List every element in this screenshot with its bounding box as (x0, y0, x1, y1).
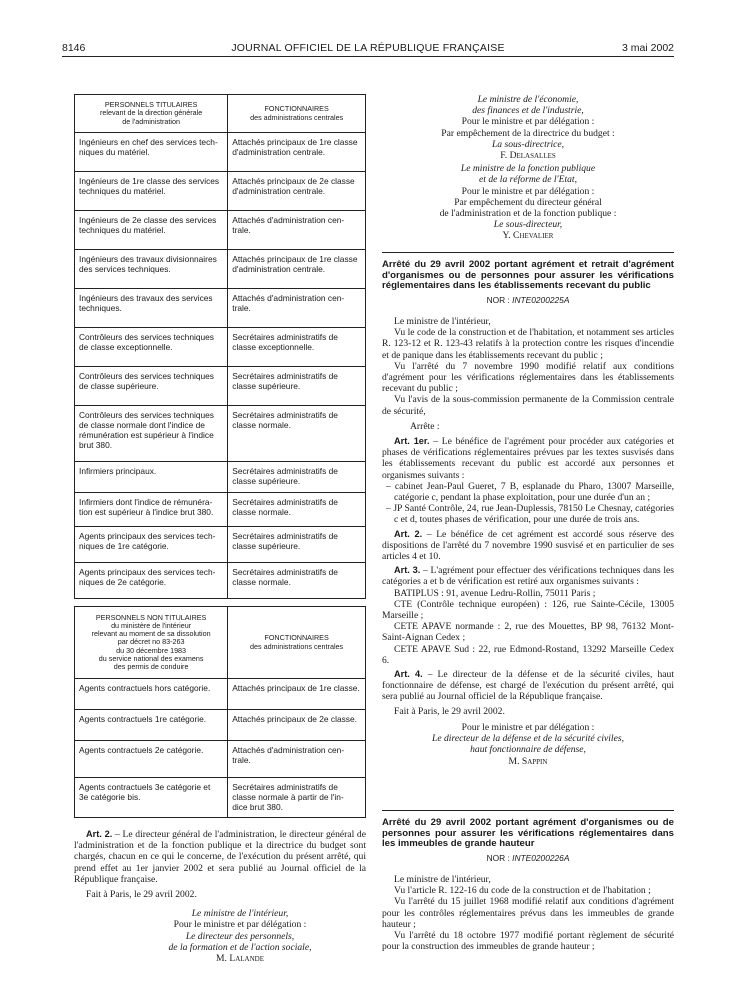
arrete-1-art-4: Art. 4. – Le directeur de la défense et de la sécurité civiles, haut fonctionnaire de défense, est chargé de l'exécution du présent arrêté, qui sera publié au Journal officiel de la République française. (382, 669, 674, 703)
table-cell: Agents contractuels hors catégorie. (75, 679, 228, 710)
table-cell: Secrétaires administratifs de classe normale à partir de l'in- dice brut 380. (228, 778, 366, 818)
table-cell: Attachés principaux de 1re classe. (228, 679, 366, 710)
table-row (75, 289, 366, 328)
table-header-cell: PERSONNELS TITULAIRES relevant de la direction générale de l'administration (75, 95, 228, 133)
table-cell: Attachés d'administration cen- trale. (228, 741, 366, 778)
journal-title: JOURNAL OFFICIEL DE LA RÉPUBLIQUE FRANÇAISE (231, 42, 505, 54)
table-row (75, 679, 366, 710)
grade-correspondence-table (74, 94, 366, 599)
page-number: 8146 (62, 42, 86, 54)
table-cell: Agents principaux des services tech- niques de 2e catégorie. (75, 563, 228, 599)
table-cell: Ingénieurs de 1re classe des services techniques du matériel. (75, 172, 228, 211)
non-titular-correspondence-table (74, 606, 366, 818)
table-header-row (75, 95, 366, 133)
table-cell: Contrôleurs des services techniques de classe exceptionnelle. (75, 328, 228, 367)
table-cell: Ingénieurs des travaux des services techniques. (75, 289, 228, 328)
table-cell: Attachés principaux de 2e classe. (228, 710, 366, 741)
table-row (75, 563, 366, 599)
table-header-cell: FONCTIONNAIRES des administrations centrales (228, 607, 366, 679)
table-cell: Attachés principaux de 2e classe d'administration centrale. (228, 172, 366, 211)
right-signatures: Le ministre de l'économie, des finances et de l'industrie, Pour le ministre et par délégation : Par empêchement de la directrice du budget : La sous-directrice, F. Delasalles Le ministre de la fonction publique et de la réforme de l'Etat, Pour le ministre et par délégation : Par empêchement du directeur général de l'administration et de la fonction publique : Le sous-directeur, Y. Chevalier (439, 94, 617, 242)
issue-date: 3 mai 2002 (622, 42, 674, 54)
table-cell: Infirmiers dont l'indice de rémunéra- tion est supérieur à l'indice brut 380. (75, 493, 228, 527)
arrete-1-signature: Pour le ministre et par délégation : Le directeur de la défense et de la sécurité civiles, haut fonctionnaire de défense, M. Sappin (432, 721, 624, 767)
table-header-cell: PERSONNELS NON TITULAIRES du ministère de l'intérieur relevant au moment de sa dissolution par décret no 83-263 du 30 décembre 1983 du service national des examens des permis de conduire (75, 607, 228, 679)
table-cell: Secrétaires administratifs de classe supérieure. (228, 462, 366, 493)
table-header-row (75, 607, 366, 679)
page-header (62, 40, 674, 57)
table-row (75, 462, 366, 493)
table-cell: Secrétaires administratifs de classe normale. (228, 493, 366, 527)
arrete-2-nor: NOR : INTE0200226A (486, 852, 570, 863)
table-cell: Contrôleurs des services techniques de classe normale dont l'indice de rémunération est supérieur à l'indice brut 380. (75, 406, 228, 462)
arrete-1-art-1: Art. 1er. – Le bénéfice de l'agrément pour procéder aux catégories et phases de vérifications réglementaires prévues par les textes susvisés dans les établissements recevant du public est accordé aux personnes et organismes suivants : (382, 436, 674, 481)
signature-name: M. Lalande (216, 953, 264, 965)
arrete-1-art-2: Art. 2. – Le bénéfice de cet agrément est accordé sous réserve des dispositions de l'arrêté du 7 novembre 1990 susvisé et en particulier de ses articles 4 et 10. (382, 528, 674, 563)
table-cell: Infirmiers principaux. (75, 462, 228, 493)
arrete-2: Arrêté du 29 avril 2002 portant agrément d'organismes ou de personnes pour assurer les vérifications réglementaires dans les immeubles de grande hauteur NOR : INTE0200226A Le ministre de l'intérieur, Vu l'article R. 122-16 du code de la construction et de l'habitation ; Vu l'arrêté du 15 juillet 1968 modifié relatif aux conditions d'agrément pour les contrôles réglementaires prévus dans les immeubles de grande hauteur ; Vu l'arrêté du 18 octobre 1977 modifié portant règlement de sécurité pour la construction des immeubles de grande hauteur ; (382, 817, 674, 953)
table-cell: Agents principaux des services tech- niques de 1re catégorie. (75, 527, 228, 563)
table-row (75, 133, 366, 172)
table-row (75, 741, 366, 778)
table-cell: Attachés principaux de 1re classe d'administration centrale. (228, 133, 366, 172)
table-cell: Secrétaires administratifs de classe normale. (228, 563, 366, 599)
signature-block: Le ministre de l'intérieur, Pour le ministre et par délégation : Le directeur des personnels, de la formation et de l'action sociale, M. Lalande (74, 908, 366, 964)
arrete-1: Arrêté du 29 avril 2002 portant agrément et retrait d'agrément d'organismes ou de personnes pour assurer les vérifications réglementaires dans les établissements recevant du public NOR : INTE0200225A Le ministre de l'intérieur, Vu le code de la construction et de l'habitation, et notamment ses articles R. 123-12 et R. 123-43 relatifs à la protection contre les risques d'incendie et de panique dans les établissements recevant du public ; Vu l'arrêté du 7 novembre 1990 modifié relatif aux conditions d'agrément pour les vérifications réglementaires dans les établissements recevant du public ; Vu l'avis de la sous-commission permanente de la Commission centrale de sécurité, Arrête : Art. 1er. – Le bénéfice de l'agrément pour procéder aux catégories et phases de vérifications réglementaires prévues par les textes susvisés dans les établissements recevant du public est accordé aux personnes et organismes suivants : – cabinet Jean-Paul Gueret, 7 B, esplanade du Pharo, 13007 Marseille, catégorie c, pendant la phase exploitation, pour une durée d'un an ; – JP Santé Contrôle, 24, rue Jean-Duplessis, 78150 Le Chesnay, catégories c et d, toutes phases de vérification, pour une durée de trois ans. Art. 2. – Le bénéfice de cet agrément est accordé sous réserve des dispositions de l'arrêté du 7 novembre 1990 susvisé et en particulier de ses articles 4 et 10. Art. 3. – L'agrément pour effectuer des vérifications techniques dans les catégories a et b de vérification est retiré aux organismes suivants : BATIPLUS : 91, avenue Ledru-Rollin, 75011 Paris ; CTE (Contrôle technique européen) : 126, rue Sainte-Cécile, 13005 Marseille ; CETE APAVE normande : 2, rue des Mouettes, BP 98, 76132 Mont-Saint-Aignan Cedex ; CETE APAVE Sud : 22, rue Edmond-Rostand, 13292 Marseille Cedex 6. Art. 4. – Le directeur de la défense et de la sécurité civiles, haut fonctionnaire de défense, est chargé de l'exécution du présent arrêté, qui sera publié au Journal officiel de la République française. Fait à Paris, le 29 avril 2002. Pour le ministre et par délégation : Le directeur de la défense et de la sécurité civiles, haut fonctionnaire de défense, M. Sappin (382, 259, 674, 767)
separator-rule (382, 252, 674, 253)
table-row (75, 406, 366, 462)
arrete-1-art-3: Art. 3. – L'agrément pour effectuer des vérifications techniques dans les catégories a et b de vérification est retiré aux organismes suivants : (382, 565, 674, 588)
table-cell: Agents contractuels 3e catégorie et 3e catégorie bis. (75, 778, 228, 818)
table-cell: Agents contractuels 2e catégorie. (75, 741, 228, 778)
separator-rule (382, 810, 674, 811)
table-cell: Attachés d'administration cen- trale. (228, 211, 366, 250)
table-cell: Ingénieurs de 2e classe des services techniques du matériel. (75, 211, 228, 250)
table-row (75, 710, 366, 741)
table-cell: Secrétaires administratifs de classe supérieure. (228, 527, 366, 563)
table-row (75, 778, 366, 818)
arrete-1-title: Arrêté du 29 avril 2002 portant agrément et retrait d'agrément d'organismes ou de personnes pour assurer les vérifications réglementaires dans les établissements recevant du public (382, 259, 674, 292)
table-cell: Contrôleurs des services techniques de classe supérieure. (75, 367, 228, 406)
table-cell: Secrétaires administratifs de classe exceptionnelle. (228, 328, 366, 367)
table-cell: Secrétaires administratifs de classe normale. (228, 406, 366, 462)
table-cell: Ingénieurs des travaux divisionnaires des services techniques. (75, 250, 228, 289)
fait-a-paris: Fait à Paris, le 29 avril 2002. (86, 889, 197, 901)
table-row (75, 211, 366, 250)
table-row (75, 172, 366, 211)
article-2: Art. 2. – Le directeur général de l'administration, le directeur général de l'administration et de la fonction publique et la directrice du budget sont chargés, chacun en ce qui le concerne, de l'exécution du présent arrêté, qui prend effet au 1er janvier 2002 et sera publié au Journal officiel de la République française. (74, 829, 366, 885)
arrete-2-title: Arrêté du 29 avril 2002 portant agrément d'organismes ou de personnes pour assurer les vérifications réglementaires dans les immeubles de grande hauteur (382, 817, 674, 850)
table-row (75, 328, 366, 367)
table-header-cell: FONCTIONNAIRES des administrations centrales (228, 95, 366, 133)
table-cell: Secrétaires administratifs de classe supérieure. (228, 367, 366, 406)
left-article-block (74, 829, 366, 964)
table-cell: Ingénieurs en chef des services tech- niques du matériel. (75, 133, 228, 172)
table-row (75, 367, 366, 406)
table-row (75, 493, 366, 527)
table-row (75, 527, 366, 563)
table-row (75, 250, 366, 289)
table-cell: Agents contractuels 1re catégorie. (75, 710, 228, 741)
table-cell: Attachés d'administration cen- trale. (228, 289, 366, 328)
arrete-1-nor: NOR : INTE0200225A (486, 294, 570, 305)
table-cell: Attachés principaux de 1re classe d'administration centrale. (228, 250, 366, 289)
